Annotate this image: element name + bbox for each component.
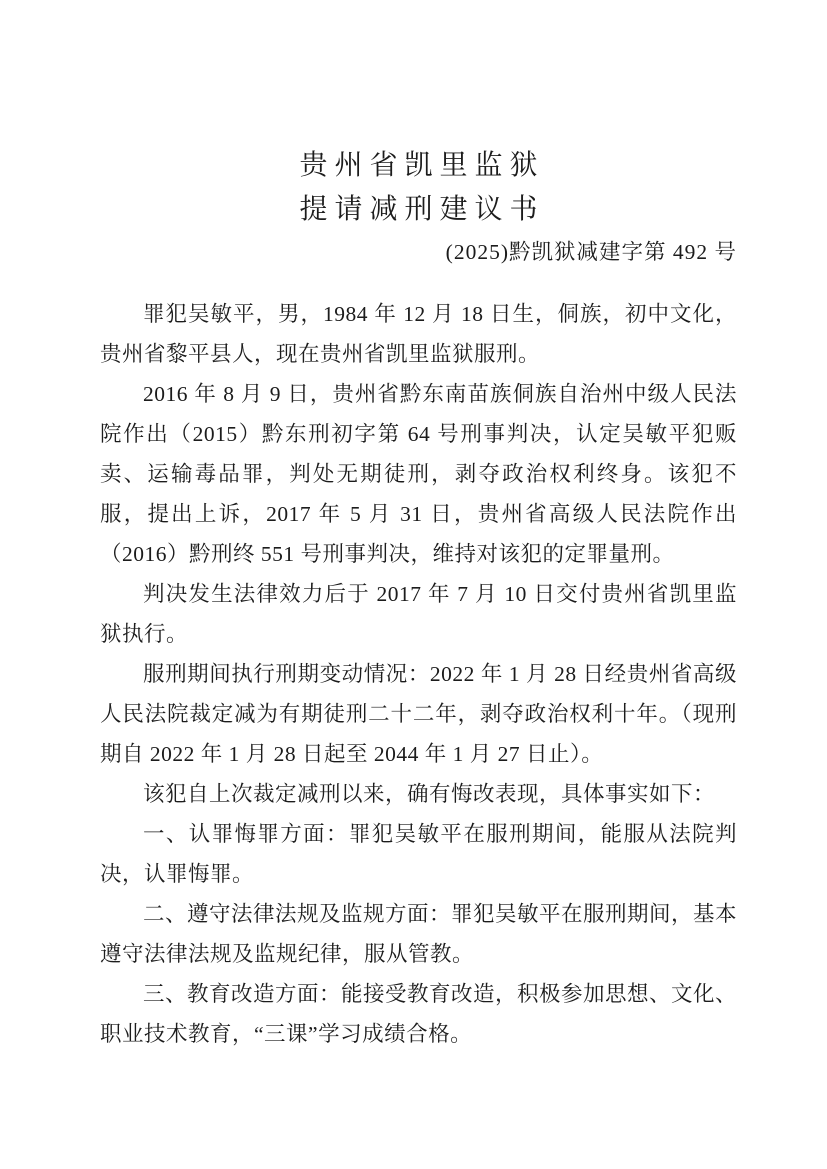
document-title-line1: 贵州省凯里监狱 [299,150,545,181]
paragraph-sentence-changes: 服刑期间执行刑期变动情况：2022 年 1 月 28 日经贵州省高级人民法院裁定减为有期徒刑二十二年，剥夺政治权利十年。（现刑期自 2022 年 1 月 28 日起至 2044 年 1 月 27 日止）。 [100,662,737,766]
document-title-line2: 提请减刑建议书 [299,194,545,225]
paragraph-offender-info: 罪犯吴敏平，男，1984 年 12 月 18 日生，侗族，初中文化，贵州省黎平县人，现在贵州省凯里监狱服刑。 [100,302,737,366]
paragraph-item-1-guilt-admission: 一、认罪悔罪方面：罪犯吴敏平在服刑期间，能服从法院判决，认罪悔罪。 [100,822,737,886]
document-number: (2025)黔凯狱减建字第 492 号 [445,240,737,264]
paragraph-original-judgment: 2016 年 8 月 9 日，贵州省黔东南苗族侗族自治州中级人民法院作出（2015）黔东刑初字第 64 号刑事判决，认定吴敏平犯贩卖、运输毒品罪，判处无期徒刑，剥夺政治权利终身。该犯不服，提出上诉，2017 年 5 月 31 日，贵州省高级人民法院作出（2016）黔刑终 551 号刑事判决，维持对该犯的定罪量刑。 [100,382,737,566]
document-title [100,144,737,232]
paragraph-item-2-rule-compliance: 二、遵守法律法规及监规方面：罪犯吴敏平在服刑期间，基本遵守法律法规及监规纪律，服从管教。 [100,902,738,966]
document-content [100,144,737,1054]
paragraph-item-3-education-reform: 三、教育改造方面：能接受教育改造，积极参加思想、文化、职业技术教育，“三课”学习成绩合格。 [100,982,738,1046]
paragraph-repentance-intro: 该犯自上次裁定减刑以来，确有悔改表现，具体事实如下： [143,782,716,806]
document-body [100,294,737,1054]
paragraph-delivery-to-prison: 判决发生法律效力后于 2017 年 7 月 10 日交付贵州省凯里监狱执行。 [100,582,737,646]
